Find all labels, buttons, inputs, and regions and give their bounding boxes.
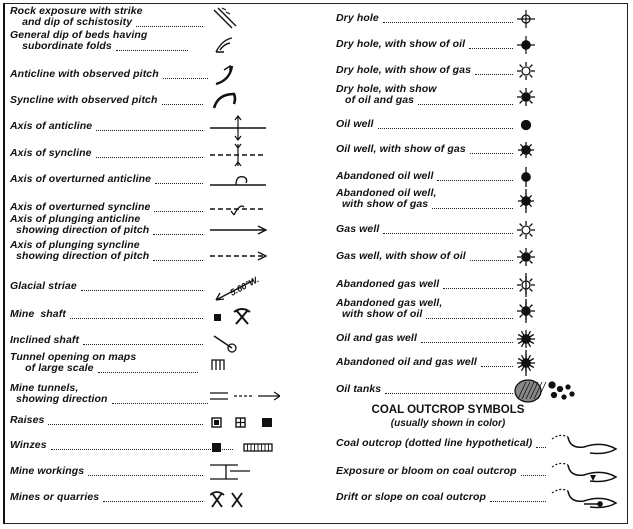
symbol-coal-outcrop: [550, 431, 620, 459]
symbol-mine-shaft: [210, 302, 280, 330]
legend-label-coal-outcrop: Coal outcrop (dotted line hypothetical): [336, 437, 533, 449]
symbol-abandoned-gas-well-oil: [512, 298, 582, 326]
legend-label-axis-plunging-syncline: Axis of plunging syncline: [10, 239, 140, 251]
leader-dots: [112, 403, 208, 404]
leader-dots: [98, 372, 198, 373]
legend-label-dry-hole: Dry hole: [336, 12, 379, 24]
legend-row-mines-quarries: [10, 485, 310, 511]
legend-label-abandoned-gas-well-oil: Abandoned gas well,: [336, 297, 443, 309]
legend-label-dry-hole-oil: Dry hole, with show of oil: [336, 38, 466, 50]
symbol-abandoned-oil-well-gas: [512, 188, 582, 216]
legend-row-dry-hole-gas: [336, 58, 633, 84]
leader-dots: [383, 22, 513, 23]
symbol-mines-quarries: [210, 485, 280, 513]
symbol-dry-hole-oil: [512, 32, 582, 60]
legend-label-anticline-pitch: Anticline with observed pitch: [10, 68, 159, 80]
legend-row-mine-tunnels: [10, 383, 310, 409]
leader-dots: [116, 50, 188, 51]
legend-label-axis-syncline: Axis of syncline: [10, 147, 92, 159]
leader-dots: [162, 104, 204, 105]
leader-dots: [48, 424, 203, 425]
leader-dots: [443, 288, 513, 289]
legend-row-axis-syncline: [10, 141, 310, 167]
symbol-syncline-pitch: [210, 88, 280, 116]
symbol-axis-anticline: [210, 114, 280, 142]
symbol-abandoned-oil-gas-well: [512, 350, 582, 378]
leader-dots: [481, 366, 513, 367]
symbol-raises: [210, 408, 280, 436]
leader-dots: [385, 393, 513, 394]
legend-label-abandoned-oil-well-gas: Abandoned oil well,: [336, 187, 437, 199]
legend-row-oil-tanks: [336, 377, 633, 403]
legend-label-inclined-shaft: Inclined shaft: [10, 334, 80, 346]
legend-row-oil-well-gas: [336, 137, 633, 163]
symbol-axis-syncline: [210, 141, 280, 169]
leader-dots: [469, 48, 513, 49]
legend-label-axis-overturned-syncline: Axis of overturned syncline: [10, 201, 151, 213]
legend-label-glacial-striae: Glacial striae: [10, 280, 77, 292]
legend-label-general-dip-line-2: subordinate folds: [10, 40, 112, 52]
legend-row-raises: [10, 408, 310, 434]
legend-row-syncline-pitch: [10, 88, 310, 114]
leader-dots: [96, 130, 203, 131]
legend-label-tunnel-opening: Tunnel opening on maps: [10, 351, 137, 363]
legend-label-rock-exposure: Rock exposure with strike: [10, 5, 143, 17]
legend-label-mine-tunnels-line-2: showing direction: [10, 393, 108, 405]
legend-row-dry-hole-oil-gas: [336, 84, 633, 110]
leader-dots: [490, 501, 546, 502]
legend-row-mine-shaft: [10, 302, 310, 328]
legend-label-drift-slope: Drift or slope on coal outcrop: [336, 491, 487, 503]
legend-label-oil-gas-well: Oil and gas well: [336, 332, 417, 344]
symbol-dry-hole: [512, 6, 582, 34]
leader-dots: [103, 501, 203, 502]
symbol-glacial-striae: [210, 274, 280, 302]
legend-label-general-dip: General dip of beds having: [10, 29, 148, 41]
symbol-axis-plunging-syncline: [210, 240, 280, 268]
symbol-anticline-pitch: [210, 62, 280, 90]
leader-dots: [521, 475, 546, 476]
leader-dots: [83, 344, 203, 345]
leader-dots: [155, 183, 203, 184]
legend-row-dry-hole-oil: [336, 32, 633, 58]
legend-label-axis-anticline: Axis of anticline: [10, 120, 93, 132]
symbol-mine-tunnels: [210, 383, 280, 411]
legend-row-winzes: [10, 433, 310, 459]
legend-label-tunnel-opening-line-2: of large scale: [10, 362, 94, 374]
leader-dots: [437, 180, 513, 181]
legend-row-axis-plunging-anticline: [10, 214, 310, 240]
leader-dots: [88, 475, 203, 476]
leader-dots: [426, 318, 513, 319]
legend-row-general-dip: [10, 30, 310, 56]
symbol-oil-well: [512, 112, 582, 140]
legend-row-drift-slope: [336, 485, 633, 511]
legend-row-abandoned-gas-well-oil: [336, 298, 633, 324]
legend-row-mine-workings: [10, 459, 310, 485]
leader-dots: [153, 260, 203, 261]
legend-label-abandoned-oil-well-gas-line-2: with show of gas: [336, 198, 429, 210]
legend-row-glacial-striae: [10, 274, 310, 300]
leader-dots: [136, 26, 203, 27]
symbol-oil-well-gas: [512, 137, 582, 165]
symbol-mine-workings: [210, 459, 280, 487]
legend-row-tunnel-opening: [10, 352, 310, 378]
leader-dots: [475, 74, 513, 75]
legend-label-gas-well: Gas well: [336, 223, 380, 235]
leader-dots: [70, 318, 203, 319]
legend-label-abandoned-gas-well-oil-line-2: with show of oil: [336, 308, 423, 320]
symbol-tunnel-opening: [210, 352, 280, 380]
symbol-gas-well-oil: [512, 244, 582, 272]
legend-label-axis-plunging-syncline-line-2: showing direction of pitch: [10, 250, 150, 262]
leader-dots: [163, 78, 208, 79]
leader-dots: [470, 260, 513, 261]
symbol-winzes: [210, 433, 280, 461]
legend-label-mines-quarries: Mines or quarries: [10, 491, 100, 503]
symbol-dry-hole-gas: [512, 58, 582, 86]
symbol-dry-hole-oil-gas: [512, 84, 582, 112]
legend-label-dry-hole-oil-gas: Dry hole, with show: [336, 83, 437, 95]
legend-label-abandoned-gas-well: Abandoned gas well: [336, 278, 440, 290]
legend-row-abandoned-gas-well: [336, 272, 633, 298]
legend-label-oil-tanks: Oil tanks: [336, 383, 382, 395]
legend-label-oil-well: Oil well: [336, 118, 374, 130]
legend-row-abandoned-oil-well-gas: [336, 188, 633, 214]
legend-label-syncline-pitch: Syncline with observed pitch: [10, 94, 158, 106]
legend-row-gas-well: [336, 217, 633, 243]
legend-row-oil-well: [336, 112, 633, 138]
legend-label-axis-overturned-anticline: Axis of overturned anticline: [10, 173, 152, 185]
leader-dots: [81, 290, 203, 291]
symbol-axis-plunging-anticline: [210, 214, 280, 242]
legend-label-dry-hole-gas: Dry hole, with show of gas: [336, 64, 472, 76]
legend-row-exposure-bloom: [336, 459, 633, 485]
legend-label-gas-well-oil: Gas well, with show of oil: [336, 250, 466, 262]
coal-section-subtitle: (usually shown in color): [390, 418, 506, 429]
legend-label-mine-shaft: Mine shaft: [10, 308, 66, 320]
legend-row-anticline-pitch: [10, 62, 310, 88]
legend-label-abandoned-oil-gas-well: Abandoned oil and gas well: [336, 356, 477, 368]
legend-label-dry-hole-oil-gas-line-2: of oil and gas: [336, 94, 415, 106]
legend-row-coal-outcrop: [336, 431, 633, 457]
legend-label-axis-plunging-anticline: Axis of plunging anticline: [10, 213, 141, 225]
legend-label-exposure-bloom: Exposure or bloom on coal outcrop: [336, 465, 517, 477]
legend-row-oil-gas-well: [336, 326, 633, 352]
legend-row-gas-well-oil: [336, 244, 633, 270]
leader-dots: [536, 447, 546, 448]
legend-label-raises: Raises: [10, 414, 45, 426]
leader-dots: [96, 157, 203, 158]
glacial-striae-value: 5.60°W.: [228, 274, 261, 298]
legend-label-abandoned-oil-well: Abandoned oil well: [336, 170, 434, 182]
legend-row-axis-plunging-syncline: [10, 240, 310, 266]
leader-dots: [378, 128, 513, 129]
leader-dots: [418, 104, 513, 105]
symbol-drift-slope: [550, 485, 620, 513]
leader-dots: [470, 153, 513, 154]
legend-label-oil-well-gas: Oil well, with show of gas: [336, 143, 466, 155]
leader-dots: [153, 234, 203, 235]
legend-label-winzes: Winzes: [10, 439, 47, 451]
leader-dots: [432, 208, 513, 209]
legend-label-axis-plunging-anticline-line-2: showing direction of pitch: [10, 224, 150, 236]
symbol-exposure-bloom: [550, 459, 620, 487]
legend-label-mine-workings: Mine workings: [10, 465, 85, 477]
symbol-axis-overturned-anticline: [210, 167, 280, 195]
symbol-abandoned-gas-well: [512, 272, 582, 300]
coal-section-title: COAL OUTCROP SYMBOLS: [371, 404, 525, 416]
legend-label-rock-exposure-line-2: and dip of schistosity: [10, 16, 133, 28]
legend-row-abandoned-oil-gas-well: [336, 350, 633, 376]
leader-dots: [383, 233, 513, 234]
leader-dots: [421, 342, 513, 343]
legend-row-axis-overturned-anticline: [10, 167, 310, 193]
legend-row-dry-hole: [336, 6, 633, 32]
leader-dots: [51, 449, 233, 450]
symbol-general-dip: [210, 30, 280, 58]
legend-row-axis-anticline: [10, 114, 310, 140]
leader-dots: [154, 211, 203, 212]
symbol-gas-well: [512, 217, 582, 245]
symbol-oil-tanks: [512, 377, 582, 405]
legend-label-mine-tunnels: Mine tunnels,: [10, 382, 79, 394]
